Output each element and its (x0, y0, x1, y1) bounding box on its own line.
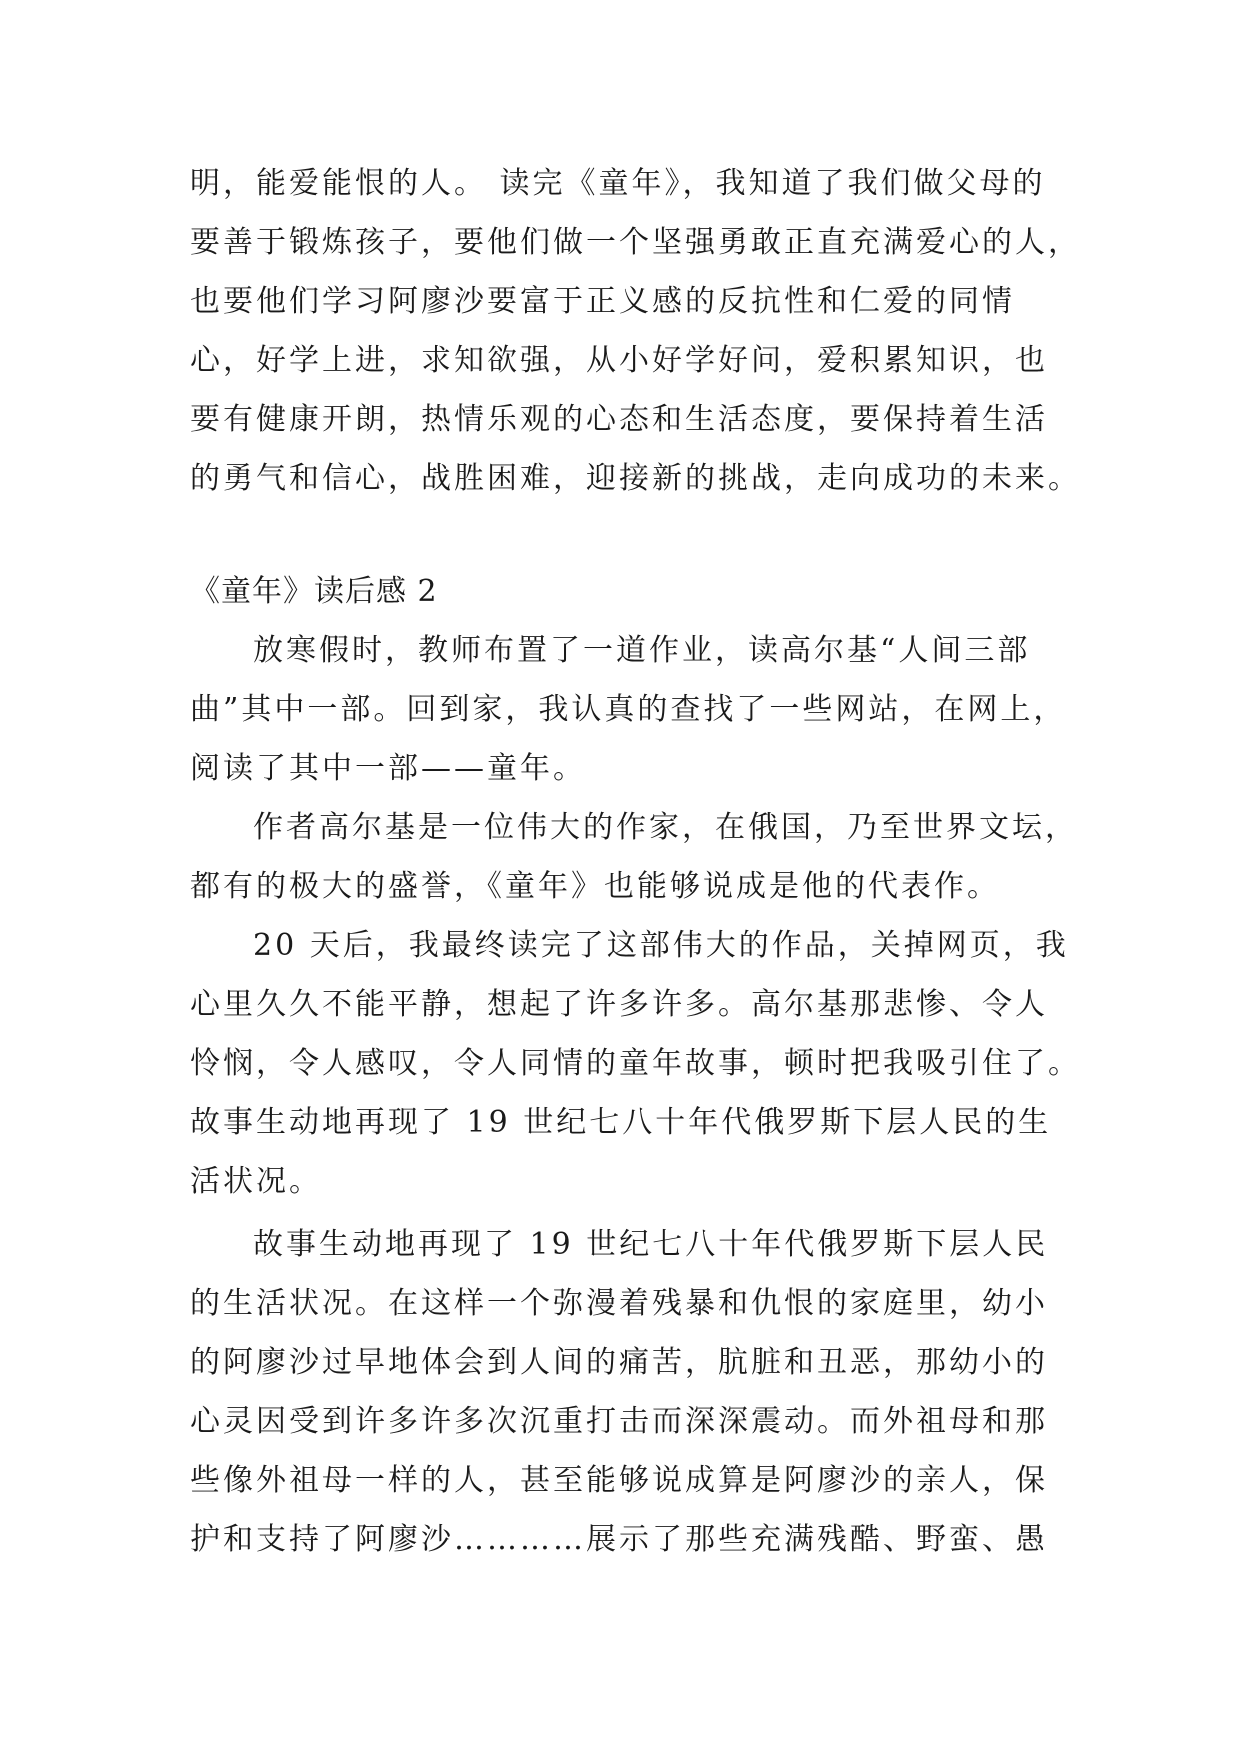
paragraph-line: 护和支持了阿廖沙…………展示了那些充满残酷、野蛮、愚 (190, 1522, 1048, 1557)
paragraph-line: 活状况。 (190, 1164, 322, 1199)
paragraph-line: 怜悯，令人感叹，令人同情的童年故事，顿时把我吸引住了。 (190, 1046, 1081, 1081)
paragraph-line: 要有健康开朗，热情乐观的心态和生活态度，要保持着生活 (190, 402, 1048, 437)
paragraph-line: 些像外祖母一样的人，甚至能够说成算是阿廖沙的亲人，保 (190, 1463, 1048, 1498)
paragraph-line: 曲”其中一部。回到家，我认真的查找了一些网站，在网上， (190, 692, 1067, 727)
section-title: 《童年》读后感 2 (190, 574, 438, 609)
paragraph-line: 的阿廖沙过早地体会到人间的痛苦，肮脏和丑恶，那幼小的 (190, 1345, 1048, 1380)
paragraph-line: 心，好学上进，求知欲强，从小好学好问，爱积累知识，也 (190, 343, 1048, 378)
paragraph-line: 明，能爱能恨的人。 读完《童年》，我知道了我们做父母的 (190, 166, 1046, 201)
paragraph-line: 心灵因受到许多许多次沉重打击而深深震动。而外祖母和那 (190, 1404, 1048, 1439)
paragraph-line: 放寒假时，教师布置了一道作业，读高尔基“人间三部 (253, 633, 1031, 668)
paragraph-line: 要善于锻炼孩子，要他们做一个坚强勇敢正直充满爱心的人， (190, 225, 1081, 260)
paragraph-line: 心里久久不能平静，想起了许多许多。高尔基那悲惨、令人 (190, 987, 1048, 1022)
paragraph-line: 的生活状况。在这样一个弥漫着残暴和仇恨的家庭里，幼小 (190, 1286, 1048, 1321)
paragraph-line: 都有的极大的盛誉，《童年》也能够说成是他的代表作。 (190, 869, 1000, 904)
paragraph-line: 阅读了其中一部——童年。 (190, 751, 586, 786)
paragraph-line: 故事生动地再现了 19 世纪七八十年代俄罗斯下层人民 (253, 1227, 1049, 1262)
paragraph-line: 故事生动地再现了 19 世纪七八十年代俄罗斯下层人民的生 (190, 1105, 1052, 1140)
paragraph-line: 也要他们学习阿廖沙要富于正义感的反抗性和仁爱的同情 (190, 284, 1015, 319)
paragraph-line: 20 天后，我最终读完了这部伟大的作品，关掉网页，我 (253, 928, 1069, 963)
paragraph-line: 作者高尔基是一位伟大的作家，在俄国，乃至世界文坛， (253, 810, 1078, 845)
paragraph-line: 的勇气和信心，战胜困难，迎接新的挑战，走向成功的未来。 (190, 461, 1081, 496)
